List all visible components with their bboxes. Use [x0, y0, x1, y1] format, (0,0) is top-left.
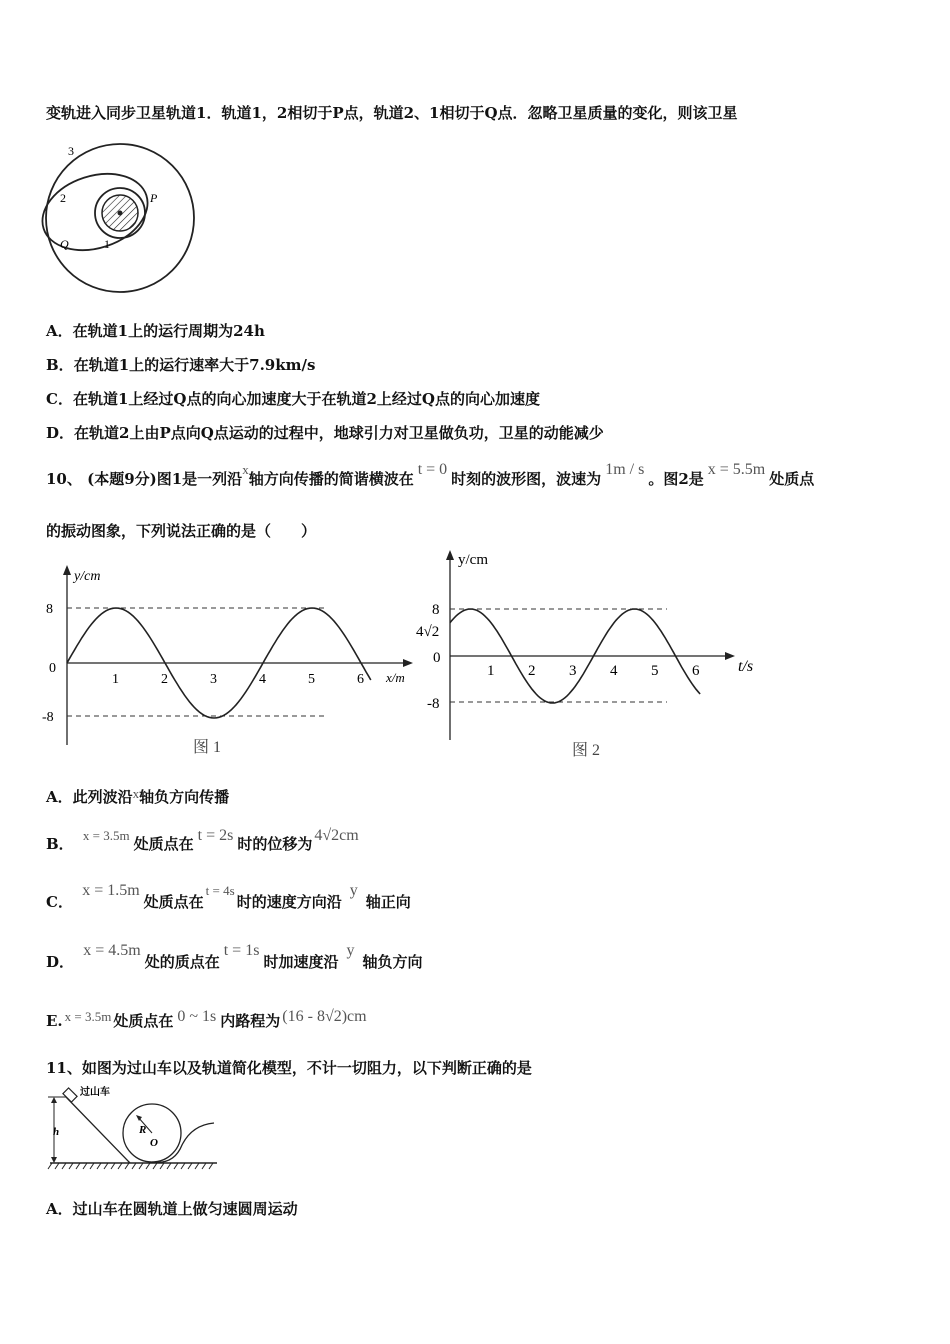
center-label: O [150, 1137, 158, 1149]
q11-stem: 11、如图为过山车以及轨道简化模型，不计一切阻力，以下判断正确的是 [46, 1059, 532, 1077]
orbit2-label: 2 [60, 191, 66, 205]
q9-option-a: A．在轨道1上的运行周期为24h [46, 322, 265, 340]
q10-stem-line2: 的振动图象，下列说法正确的是（ ） [46, 522, 317, 540]
roller-coaster-diagram [42, 1083, 222, 1173]
q9-option-c: C．在轨道1上经过Q点的向心加速度大于在轨道2上经过Q点的向心加速度 [46, 390, 540, 408]
q9-stem: 变轨进入同步卫星轨道1．轨道1，2相切于P点，轨道2、1相切于Q点．忽略卫星质量的变化，则该卫星 [46, 104, 738, 122]
q10-option-a: A．此列波沿x轴负方向传播 [46, 786, 230, 806]
q9-option-d: D．在轨道2上由P点向Q点运动的过程中，地球引力对卫星做负功，卫星的动能减少 [46, 424, 604, 442]
fig2-ytick-4root2: 4√2 [416, 624, 440, 640]
fig1-xtick: 2 [161, 672, 168, 687]
fig2-xtick: 1 [487, 663, 495, 679]
fig1-ytick-0: 0 [49, 661, 56, 676]
fig2-xlabel: t/s [738, 658, 754, 675]
fig1-xtick: 1 [112, 672, 119, 687]
q10-option-b: B． x = 3.5m 处质点在 t = 2s 时的位移为 4√2cm [46, 827, 359, 853]
coaster-car [63, 1088, 77, 1102]
fig2-ytick-8: 8 [432, 602, 440, 618]
fig1-caption: 图 1 [193, 739, 222, 756]
fig2-ylabel: y/cm [458, 552, 488, 568]
fig1-xtick: 6 [357, 672, 364, 687]
wave-figure-1 [38, 560, 418, 765]
car-label: 过山车 [80, 1087, 110, 1098]
q9-option-b: B．在轨道1上的运行速率大于7.9km/s [46, 356, 316, 374]
orbit-2 [40, 161, 157, 263]
fig1-xtick: 3 [210, 672, 217, 687]
orbit-diagram [40, 140, 200, 300]
fig2-xtick: 6 [692, 663, 700, 679]
fig2-ytick-neg8: -8 [427, 696, 440, 712]
fig2-xtick: 3 [569, 663, 577, 679]
q11-option-a: A．过山车在圆轨道上做匀速圆周运动 [46, 1200, 298, 1218]
q10-option-d: D． x = 4.5m处的质点在t = 1s时加速度沿y轴负方向 [46, 942, 423, 971]
fig2-xtick: 4 [610, 663, 618, 679]
fig1-xtick: 5 [308, 672, 315, 687]
fig2-xtick: 5 [651, 663, 659, 679]
fig1-ytick-8: 8 [46, 602, 53, 617]
fig2-ytick-0: 0 [433, 650, 441, 666]
fig2-caption: 图 2 [572, 742, 601, 759]
point-p-label: P [150, 191, 158, 205]
q10-option-e: E. x = 3.5m 处质点在 0 ~ 1s 内路程为 (16 - 8√2)cm [46, 1008, 367, 1030]
radius-label: R [139, 1124, 147, 1136]
fig1-ytick-neg8: -8 [42, 710, 54, 725]
fig1-xlabel: x/m [386, 670, 405, 685]
q10-option-c: C． x = 1.5m处质点在t = 4s时的速度方向沿y轴正向 [46, 882, 411, 911]
point-q-label: Q [60, 237, 69, 251]
orbit1-label: 1 [104, 237, 110, 251]
fig1-xtick: 4 [259, 672, 266, 687]
vibration-figure-2 [412, 545, 772, 765]
orbit3-label: 3 [68, 144, 74, 158]
fig2-xtick: 2 [528, 663, 536, 679]
height-label: h [53, 1126, 60, 1138]
q10-stem-line1: 10、 (本题9分)图1是一列沿x轴方向传播的简谐横波在t = 0时刻的波形图，波速为1m / s。图2是x = 5.5m处质点 [46, 461, 815, 488]
fig1-ylabel: y/cm [74, 569, 101, 584]
